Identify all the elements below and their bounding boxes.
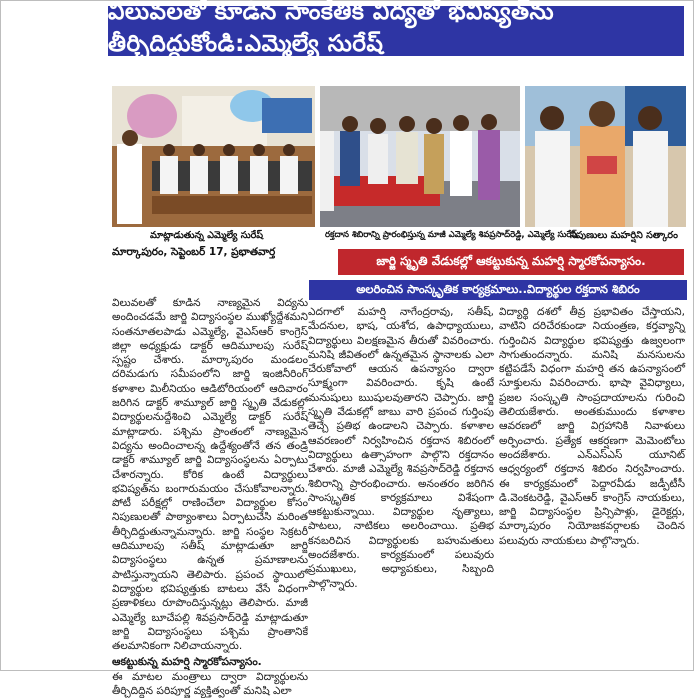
article-column-2 [308,305,494,591]
article-paragraph: విద్యార్థి దశలో తీవ్ర ప్రభావితం చేస్తాయని, వాటిని దరిచేరకుండా నియంత్రణ, కర్తవ్యాన్ని గుర్తించిన విద్యార్థుల భవిష్యత్తు ఉజ్వలంగా సాగుతుందన్నారు. మనిషి మనసులను కట్టిపడేసే విధంగా మహర్షి తన ఉపన్యాసంలో సూక్తులను వివరించారు. భాషా వైవిధ్యాలు, ప్రజల సంస్కృతి సాంప్రదాయాలను గురించి తెలియజేశారు. అంతకుముందు కళాశాల ఆవరణలో జార్జి విగ్రహానికి నివాళులు అర్పించారు. ప్రత్యేక ఆకర్షణగా మెమెంటోలు అందజేశారు. ఎన్ఎస్ఎస్ యూనిట్ ఆధ్వర్యంలో రక్తదాన శిబిరం నిర్వహించారు. ఈ కార్యక్రమంలో పెద్దారవీడు జడ్పీటీసీ డి.వెంకటరెడ్డి, వైఎస్ఆర్ కాంగ్రెస్ నాయకులు, జార్జి విద్యాసంస్థల ప్రిన్సిపాళ్లు, డైరెక్టర్లు, మార్కాపురం నియోజకవర్గాలకు చెందిన పలువురు నాయకులు పాల్గొన్నారు. [499,306,685,547]
headline: విలువలతో కూడిన సాంకేతిక విద్యతో భవిష్యత్‌ను తీర్చిదిద్దుకోండి:ఎమ్మెల్యే సురేష్ [108,0,555,57]
caption-3: నిపుణులు మహర్షిని సత్కారం [570,230,678,241]
article-paragraph: విలువలతో కూడిన నాణ్యమైన విద్యను అందించడమే జార్జి విద్యాసంస్థల ముఖ్యోద్దేశమని సంతనూతలపాడు ఎమ్మెల్యే, వైఎస్‌ఆర్‌ కాంగ్రెస్ జిల్లా అధ్యక్షుడు డాక్టర్ ఆదిమూలపు సురేష్ స్పష్టం చేశారు. మార్కాపురం మండలం దరిమడుగు సమీపంలోని జార్జి ఇంజినీరింగ్ కళాశాల మిలీనియం ఆడిటోరియంలో ఆదివారం జరిగిన డాక్టర్ శామ్యూల్ జార్జి స్మృతి వేడుకల్లో విద్యార్థులనుద్దేశించి ఎమ్మెల్యే డాక్టర్ సురేష్ మాట్లాడారు. పశ్చిమ ప్రాంతంలో నాణ్యమైన విద్యను అందించాలన్న ఉద్దేశ్యంతోనే తన తండ్రి డాక్టర్ శామ్యూల్ జార్జి విద్యాసంస్థలను ఏర్పాటు చేశారన్నారు. కోరిక ఉంటే విద్యార్థులు భవిష్యత్‌ను బంగారుమయం చేసుకోవాలన్నారు. పోటీ పరీక్షల్లో రాణించేలా విద్యార్థుల కోసం నిపుణులతో పాఠ్యాంశాలు ఏర్పాటుచేసి మరింత తీర్చిదిద్దుతున్నామన్నారు. జార్జి సంస్థల సెక్రటరీ ఆదిమూలపు సతీష్ మాట్లాడుతూ జార్జి విద్యాసంస్థలు ఉన్నత ప్రమాణాలను పాటిస్తున్నాయని తెలిపారు. ప్రపంచ స్థాయిలో విద్యార్థుల భవిష్యత్తుకు బాటలు వేసే విధంగా ప్రణాళికలు రూపొందిస్తున్నట్లు తెలిపారు. మాజీ ఎమ్మెల్యే బూచేపల్లి శివప్రసాద్‌రెడ్డి మాట్లాడుతూ జార్జి విద్యాసంస్థలు పశ్చిమ ప్రాంతానికే తలమానికంగా నిలిచాయన్నారు. [112,297,308,653]
article-paragraph: ఈ మాటల మంత్రాలు ద్వారా విద్యార్థులను తీర్చిదిద్దిన పరిపూర్ణ వ్యక్తిత్వంతో మనిషి ఎలా [112,670,308,698]
photo-mla-speaking [112,86,315,227]
headline-banner [108,0,684,57]
subheadline-1: జార్జి స్మృతి వేడుకల్లో ఆకట్టుకున్న మహర్షి స్మారకోపన్యాసం. [376,253,646,268]
photo-blood-donation [320,86,520,227]
caption-1: మాట్లాడుతున్న ఎమ్మెల్యే సురేష్ [150,230,264,241]
caption-2: రక్తదాన శిబిరాన్ని ప్రారంభిస్తున్న మాజీ ఎమ్మెల్యే శివప్రసాద్‌రెడ్డి, ఎమ్మెల్యే సురేష్ [325,230,578,240]
subheadline-blue [309,280,687,300]
subheadline-2: అలరించిన సాంస్కృతిక కార్యక్రమాలు..విద్యార్థుల రక్తదాన శిబిరం [356,281,640,296]
section-heading: ఆకట్టుకున్న మహర్షి స్మారకోపన్యాసం. [112,656,262,669]
article-column-1 [112,296,308,698]
photo-felicitation [525,86,686,227]
article-column-3 [499,305,685,548]
dateline: మార్కాపురం, సెప్టెంబర్ 17, ప్రభాతవార్త [112,246,276,258]
subheadline-red [338,249,684,275]
article-paragraph: ఎదగాలో మహర్షి నాగేంద్రరావు, సతీష్, మేదనుల, భాష, యశోద, ఉపాధ్యాయులు, విద్యార్థులు విలక్షణమైన తీరుతో వివరించారు. మనిషి జీవితంలో ఉన్నతమైన స్థానాలకు ఎలా చేరుకోవాలో ఆయన ఉపన్యాసం ద్వారా సూక్ష్మంగా వివరించారు. కృషి ఉంటే మనుషులు ఋషులవుతారని చెప్పారు. జార్జి స్మృతి వేడుకల్లో జాబు వారి ప్రపంచ గుర్తింపు తెచ్చే ప్రతిభ ఉండాలని చెప్పారు. కళాశాల ఆవరణంలో నిర్వహించిన రక్తదాన శిబిరంలో విద్యార్థులు ఉత్సాహంగా పాల్గొని రక్తదానం చేశారు. మాజీ ఎమ్మెల్యే శివప్రసాద్‌రెడ్డి రక్తదాన శిబిరాన్ని ప్రారంభించారు. అనంతరం జరిగిన సాంస్కృతిక కార్యక్రమాలు విశేషంగా ఆకట్టుకున్నాయి. విద్యార్థుల నృత్యాలు, పాటలు, నాటికలు అలరించాయి. ప్రతిభ కనబరిచిన విద్యార్థులకు బహుమతులు అందజేశారు. కార్యక్రమంలో పలువురు ప్రముఖులు, అధ్యాపకులు, సిబ్బంది పాల్గొన్నారు. [308,306,494,590]
